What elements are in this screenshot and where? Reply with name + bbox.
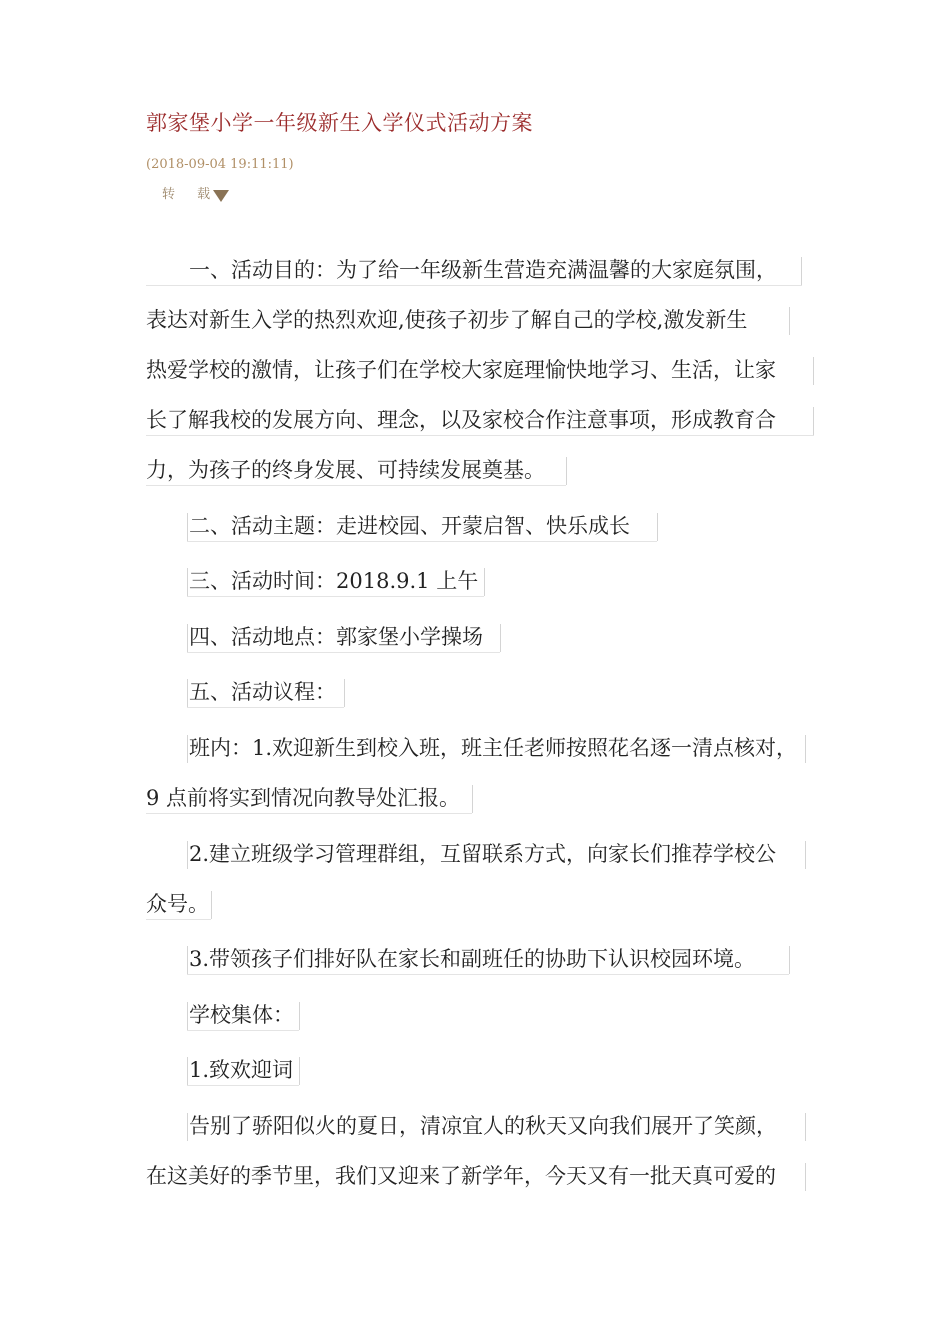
- body-line: 9 点前将实到情况向教导处汇报。: [146, 786, 461, 810]
- line-start-marker: [187, 1057, 188, 1085]
- line-rule: [146, 285, 802, 286]
- line-rule: [187, 541, 657, 542]
- line-end-marker: [801, 257, 802, 285]
- line-start-marker: [187, 946, 188, 974]
- body-line: 班内：1.欢迎新生到校入班，班主任老师按照花名逐一清点核对，: [189, 736, 798, 760]
- body-line: 1.致欢迎词: [189, 1058, 294, 1082]
- line-rule: [187, 707, 344, 708]
- line-end-marker: [211, 891, 212, 919]
- body-line: 力，为孩子的终身发展、可持续发展奠基。: [146, 458, 545, 482]
- line-end-marker: [805, 841, 806, 869]
- body-line: 四、活动地点：郭家堡小学操场: [189, 625, 483, 649]
- line-rule: [146, 813, 472, 814]
- line-end-marker: [805, 1113, 806, 1141]
- body-line: 2.建立班级学习管理群组，互留联系方式，向家长们推荐学校公: [189, 842, 777, 866]
- line-end-marker: [566, 457, 567, 485]
- body-line: 表达对新生入学的热烈欢迎,使孩子初步了解自己的学校,激发新生: [146, 308, 748, 332]
- line-rule: [187, 1030, 299, 1031]
- body-line: 热爱学校的激情，让孩子们在学校大家庭理愉快地学习、生活，让家: [146, 358, 776, 382]
- line-rule: [146, 485, 566, 486]
- article-title: 郭家堡小学一年级新生入学仪式活动方案: [146, 111, 533, 135]
- line-end-marker: [299, 1002, 300, 1030]
- body-line: 一、活动目的：为了给一年级新生营造充满温馨的大家庭氛围，: [189, 258, 777, 282]
- body-line: 众号。: [146, 892, 209, 916]
- line-end-marker: [805, 735, 806, 763]
- line-end-marker: [805, 1163, 806, 1191]
- line-end-marker: [789, 307, 790, 335]
- line-start-marker: [187, 624, 188, 652]
- line-start-marker: [187, 513, 188, 541]
- line-rule: [187, 974, 789, 975]
- line-start-marker: [187, 735, 188, 763]
- body-line: 五、活动议程：: [189, 680, 336, 704]
- body-line: 学校集体：: [189, 1003, 294, 1027]
- line-start-marker: [187, 679, 188, 707]
- line-end-marker: [500, 624, 501, 652]
- line-end-marker: [299, 1057, 300, 1085]
- line-rule: [146, 435, 814, 436]
- line-end-marker: [789, 946, 790, 974]
- line-rule: [146, 919, 211, 920]
- line-end-marker: [813, 357, 814, 385]
- body-line: 在这美好的季节里，我们又迎来了新学年，今天又有一批天真可爱的: [146, 1164, 776, 1188]
- line-rule: [187, 1085, 299, 1086]
- line-rule: [187, 652, 500, 653]
- line-end-marker: [484, 568, 485, 596]
- line-end-marker: [344, 679, 345, 707]
- line-rule: [187, 596, 484, 597]
- line-start-marker: [187, 841, 188, 869]
- line-end-marker: [813, 407, 814, 435]
- body-line: 三、活动时间：2018.9.1 上午: [189, 569, 479, 593]
- line-end-marker: [472, 785, 473, 813]
- line-start-marker: [187, 1113, 188, 1141]
- line-end-marker: [657, 513, 658, 541]
- body-line: 长了解我校的发展方向、理念，以及家校合作注意事项，形成教育合: [146, 408, 776, 432]
- article-date: (2018-09-04 19:11:11): [146, 157, 294, 172]
- body-line: 二、活动主题：走进校园、开蒙启智、快乐成长: [189, 514, 630, 538]
- repost-label[interactable]: 转 载: [162, 187, 220, 202]
- body-line: 告别了骄阳似火的夏日，清凉宜人的秋天又向我们展开了笑颜，: [189, 1114, 777, 1138]
- line-start-marker: [187, 568, 188, 596]
- line-start-marker: [187, 1002, 188, 1030]
- body-line: 3.带领孩子们排好队在家长和副班任的协助下认识校园环境。: [189, 947, 756, 971]
- repost-dropdown-arrow-icon[interactable]: [213, 190, 229, 202]
